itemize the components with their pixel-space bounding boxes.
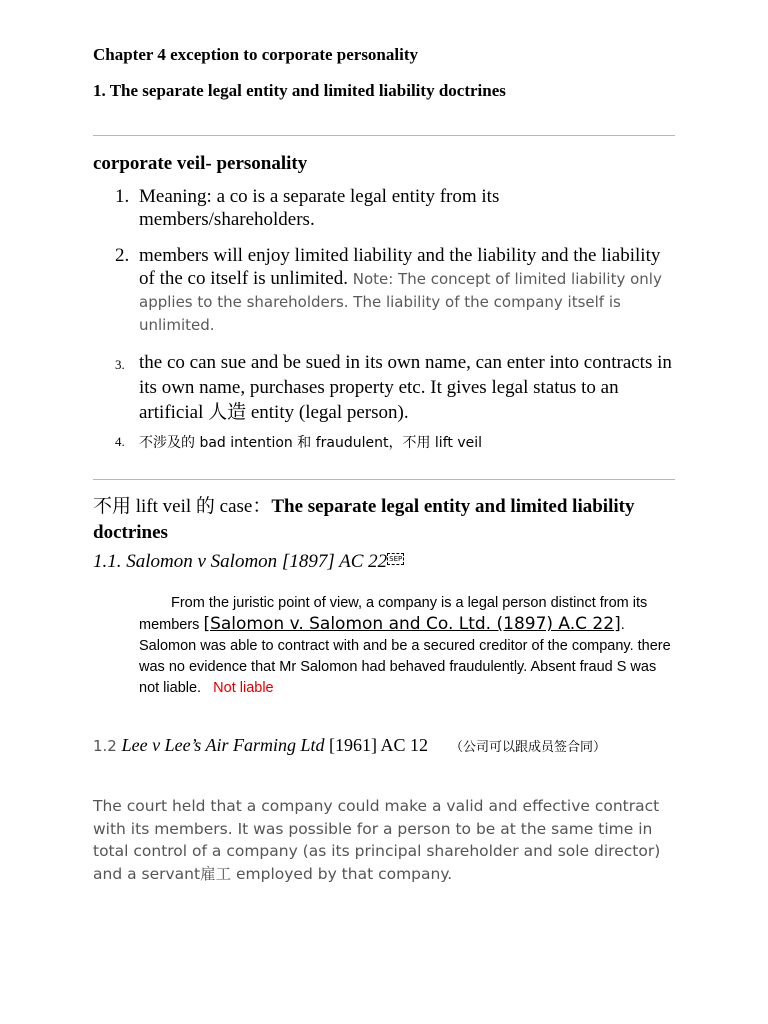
list-text: members will enjoy limited liability and the liability and the liability of the co itself is unlimited. [139,245,661,289]
chapter-title: Chapter 4 exception to corporate personality [93,45,418,64]
list-number: 4. [115,434,125,449]
list-item [115,244,675,336]
list-text: the co can sue and be sued in its own name, can enter into contracts in its own name, purchases property etc. It gives legal status to an artificial 人造 entity (legal person). [139,352,672,423]
sep-marker: SEP [389,555,403,563]
salomon-text-start: From the juristic point of view, a company is a legal person distinct from its members [139,595,648,633]
list-number: 1. [115,186,130,207]
list-text: Meaning: a co is a separate legal entity from its members/shareholders. [139,186,500,230]
list-number: 2. [115,245,130,266]
salomon-citation: [Salomon v. Salomon and Co. Ltd. (1897) A.C 22] [203,614,621,634]
lee-number: 1.2 [93,737,122,755]
case-heading-title: The separate legal entity and limited liability doctrines [93,496,635,543]
case-heading-prefix: 不用 lift veil 的 case： [93,496,272,517]
subsection-heading: corporate veil- personality [93,153,308,174]
section-title: 1. The separate legal entity and limited liability doctrines [93,81,506,100]
divider [93,135,675,136]
list-item [115,185,675,231]
list-number: 3. [115,357,125,372]
lee-case-name: Lee v Lee’s Air Farming Ltd [121,735,325,755]
divider [93,479,675,480]
list-note: Note: The concept of limited liability only applies to the shareholders. The liability of the company itself is unlimited. [139,270,662,334]
verdict-label: Not liable [213,680,274,696]
lee-citation: [1961] AC 12 [324,735,428,755]
case-heading [93,494,673,546]
lee-note: （公司可以跟成员签合同） [449,740,606,755]
list-item [115,432,675,452]
case-title-text: 1.1. Salomon v Salomon [1897] AC 22 [93,551,388,572]
list-item [115,350,675,425]
salomon-text-end: . Salomon was able to contract with and be a secured creditor of the company. there was no evidence that Mr Salomon had behaved fraudulently. Absent fraud S was not liable. [139,617,671,696]
case-title-lee [93,732,663,761]
salomon-paragraph [139,593,679,699]
list-text: 不涉及的 bad intention 和 fraudulent，不用 lift veil [139,435,482,451]
lee-paragraph: The court held that a company could make a valid and effective contract with its members. It was possible for a person to be at the same time in total control of a company (as its principal shareholder and sole director) and a servant雇工 employed by that company. [93,797,661,884]
case-title-salomon [93,551,404,573]
